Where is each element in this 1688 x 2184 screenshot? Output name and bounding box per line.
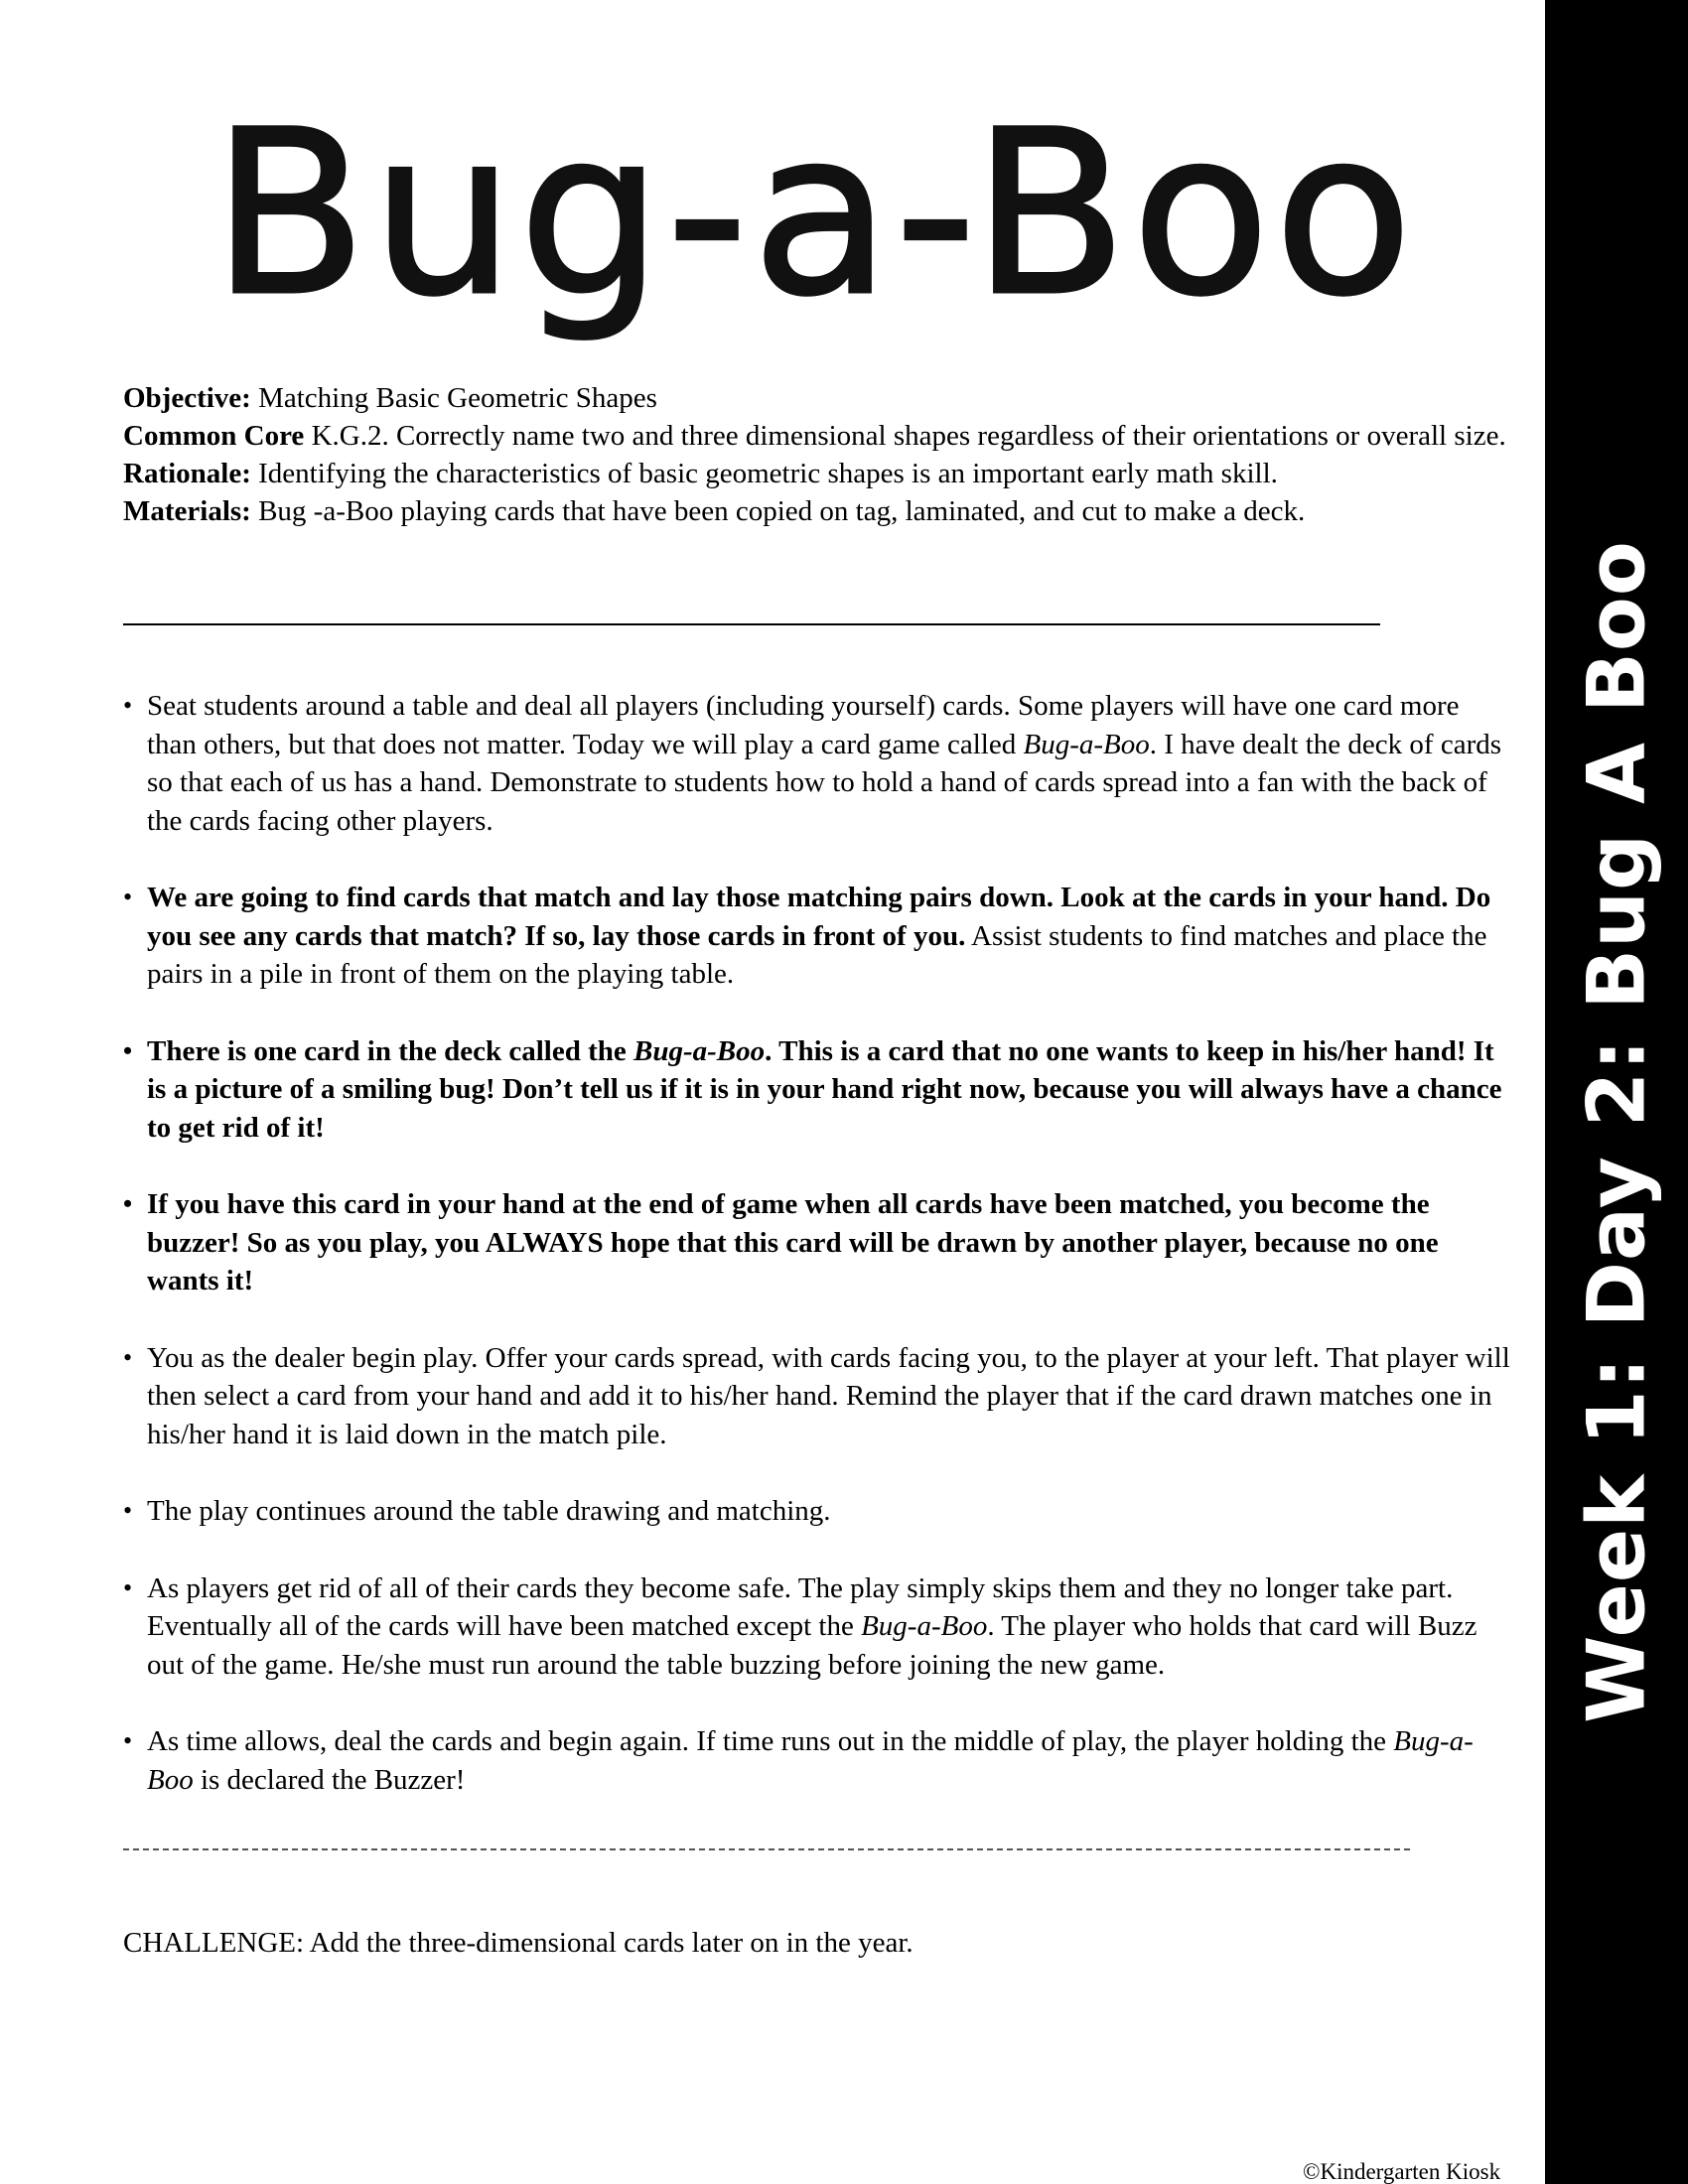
list-item xyxy=(123,1722,1513,1799)
objective-label: Objective: xyxy=(123,382,251,414)
step-text: is declared the Buzzer! xyxy=(193,1763,466,1796)
side-label-text: Week 1: Day 2: Bug A Boo xyxy=(1570,540,1663,1723)
step-text: . This is a card that no one wants to keep in his/her hand! It is a picture of a smiling bug! Don’t tell us if it is in your hand right now, because you will always have a chance to get rid of it! xyxy=(147,1034,1502,1144)
step-text: There is one card in the deck called the xyxy=(147,1034,634,1067)
step-text: As players get rid of all of their cards they become safe. The play simply skips them and they no longer take part. Eventually all of the cards will have been matched except the xyxy=(147,1571,1454,1642)
rationale-line xyxy=(123,455,1513,492)
list-item xyxy=(123,1570,1513,1685)
rationale-text: Identifying the characteristics of basic geometric shapes is an important early math skill. xyxy=(250,458,1278,489)
dashed-divider xyxy=(123,1848,1410,1850)
section-divider xyxy=(123,623,1380,625)
list-item xyxy=(123,1032,1513,1148)
materials-label: Materials: xyxy=(123,495,251,527)
rationale-label: Rationale: xyxy=(123,458,251,489)
game-name: Bug-a-Boo xyxy=(861,1610,988,1642)
step-text: Seat students around a table and deal all players (including yourself) cards. Some players will have one card more than others, but that does not matter. Today we will play a card game called xyxy=(147,690,1460,760)
objective-line xyxy=(123,379,1513,417)
common-core-line xyxy=(123,417,1513,455)
list-item xyxy=(123,1339,1513,1454)
list-item xyxy=(123,1492,1513,1531)
lesson-info xyxy=(123,379,1513,530)
step-text: The play continues around the table drawing and matching. xyxy=(147,1495,831,1527)
list-item xyxy=(123,687,1513,840)
game-name: Bug-a-Boo xyxy=(147,1725,1474,1796)
challenge-text: CHALLENGE: Add the three-dimensional cards later on in the year. xyxy=(123,1927,914,1959)
step-text: . The player who holds that card will Buzz out of the game. He/she must run around the table buzzing before joining the new game. xyxy=(147,1610,1477,1681)
step-text: You as the dealer begin play. Offer your cards spread, with cards facing you, to the player at your left. That player will then select a card from your hand and add it to his/her hand. Remind the player that if the card drawn matches one in his/her hand it is laid down in the match pile. xyxy=(147,1341,1510,1450)
step-text: Assist students to find matches and place the pairs in a pile in front of them on the playing table. xyxy=(147,919,1487,990)
materials-text: Bug -a-Boo playing cards that have been copied on tag, laminated, and cut to make a deck. xyxy=(250,495,1306,527)
instruction-list xyxy=(123,687,1513,1838)
step-text: If you have this card in your hand at the end of game when all cards have been matched, you become the buzzer! So as you play, you ALWAYS hope that this card will be drawn by another player, because no one wants it! xyxy=(147,1188,1439,1297)
copyright-notice: ©Kindergarten Kiosk xyxy=(1303,2159,1501,2184)
common-core-text: K.G.2. Correctly name two and three dimensional shapes regardless of their orientations or overall size. xyxy=(304,420,1506,452)
list-item xyxy=(123,879,1513,994)
page-title: Bug-a-Boo xyxy=(211,81,1417,345)
list-item xyxy=(123,1185,1513,1300)
step-text: . I have dealt the deck of cards so that each of us has a hand. Demonstrate to students how to hold a hand of cards spread into a fan with the back of the cards facing other players. xyxy=(147,728,1502,837)
step-text-bold: We are going to find cards that match and lay those matching pairs down. Look at the cards in your hand. Do you see any cards that match? If so, lay those cards in front of you. xyxy=(147,882,1491,952)
objective-text: Matching Basic Geometric Shapes xyxy=(250,382,657,414)
common-core-label: Common Core xyxy=(123,420,305,452)
materials-line xyxy=(123,492,1513,530)
game-name: Bug-a-Boo xyxy=(1023,728,1150,760)
game-name: Bug-a-Boo xyxy=(633,1034,766,1067)
step-text: As time allows, deal the cards and begin again. If time runs out in the middle of play, the player holding the xyxy=(147,1725,1394,1757)
